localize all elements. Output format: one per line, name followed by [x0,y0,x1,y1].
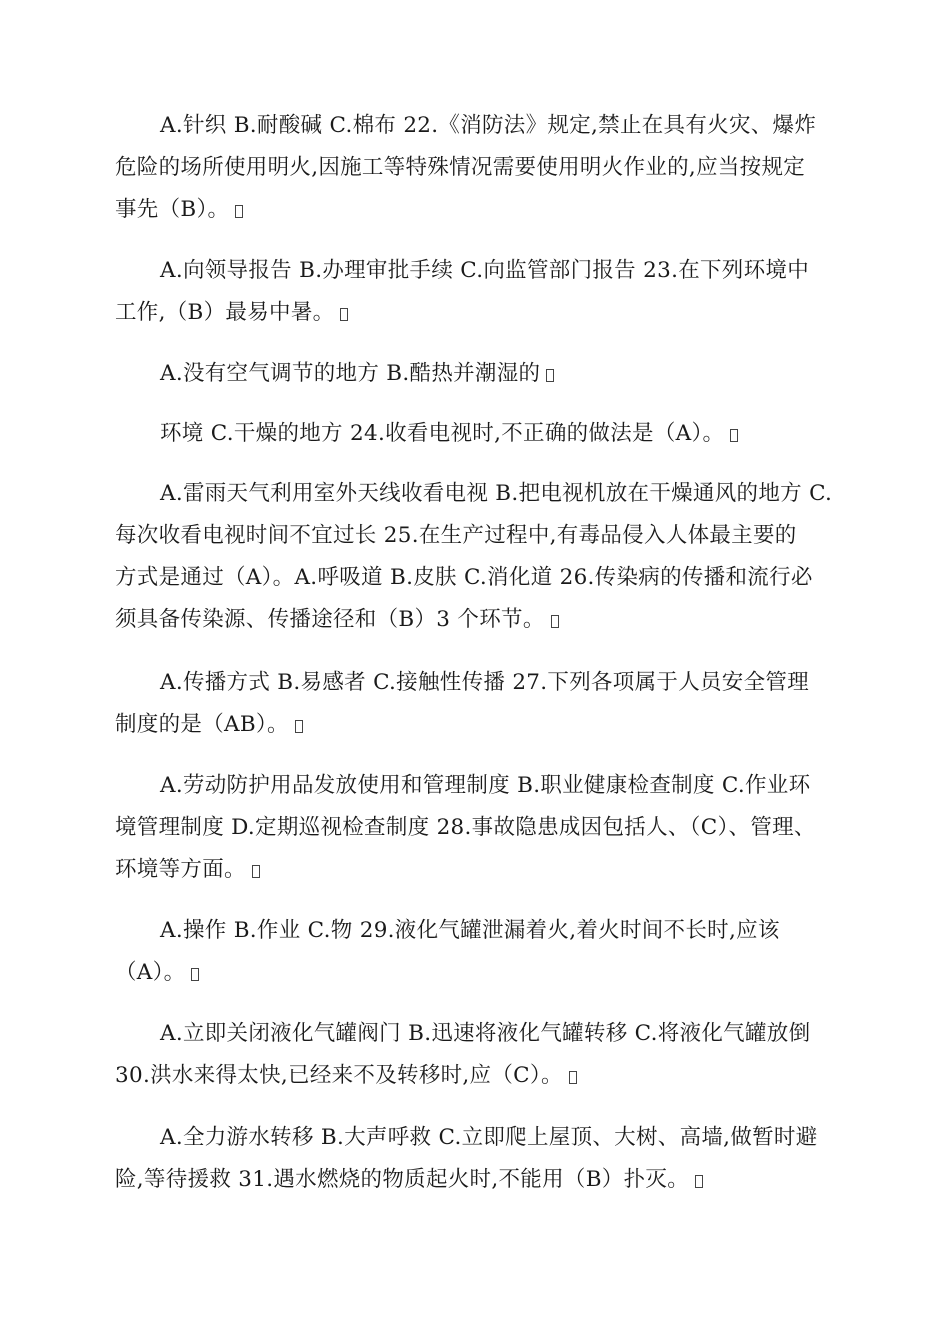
text-line: 险,等待援救 31.遇水燃烧的物质起火时,不能用（B）扑灭。 [115,1167,689,1192]
text-line: A.雷雨天气利用室外天线收看电视 B.把电视机放在干燥通风的地方 C. [160,481,833,506]
text-line: A.劳动防护用品发放使用和管理制度 B.职业健康检查制度 C.作业环 [160,773,811,798]
text-line: A.没有空气调节的地方 B.酷热并潮湿的 [160,361,541,386]
text-line: A.向领导报告 B.办理审批手续 C.向监管部门报告 23.在下列环境中 [160,258,810,283]
paragraph-mark-icon [191,968,199,981]
paragraph-mark-icon [569,1071,577,1084]
text-line: A.全力游水转移 B.大声呼救 C.立即爬上屋顶、大树、高墙,做暂时避 [160,1125,818,1150]
paragraph-mark-icon [252,865,260,878]
text-line: （A）。 [115,960,186,985]
paragraph-q22-options [115,105,855,231]
text-line: 环境 C.干燥的地方 24.收看电视时,不正确的做法是（A）。 [160,421,725,446]
text-line: 制度的是（AB）。 [115,712,289,737]
paragraph-mark-icon [730,429,738,442]
text-line: A.传播方式 B.易感者 C.接触性传播 27.下列各项属于人员安全管理 [160,670,810,695]
paragraph-mark-icon [295,720,303,733]
text-line: A.立即关闭液化气罐阀门 B.迅速将液化气罐转移 C.将液化气罐放倒 [160,1021,811,1046]
paragraph-q24 [115,413,855,455]
text-line: 工作,（B）最易中暑。 [115,300,335,325]
paragraph-mark-icon [695,1175,703,1188]
text-line: 事先（B）。 [115,197,230,222]
paragraph-q24-options [115,473,855,641]
paragraph-q26-options [115,662,855,746]
paragraph-q30-options [115,1117,855,1201]
text-line: A.针织 B.耐酸碱 C.棉布 22.《消防法》规定,禁止在具有火灾、爆炸 [160,113,817,138]
paragraph-mark-icon [546,369,554,382]
paragraph-q23-option-a [115,353,855,395]
text-line: 境管理制度 D.定期巡视检查制度 28.事故隐患成因包括人、（C）、管理、 [115,815,816,840]
paragraph-mark-icon [340,308,348,321]
text-line: 须具备传染源、传播途径和（B）3 个环节。 [115,607,545,632]
text-line: 方式是通过（A）。A.呼吸道 B.皮肤 C.消化道 26.传染病的传播和流行必 [115,565,813,590]
paragraph-q28-options [115,910,855,994]
text-line: A.操作 B.作业 C.物 29.液化气罐泄漏着火,着火时间不长时,应该 [160,918,780,943]
paragraph-mark-icon [551,615,559,628]
text-line: 每次收看电视时间不宜过长 25.在生产过程中,有毒品侵入人体最主要的 [115,523,797,548]
paragraph-q27-options [115,765,855,891]
text-line: 危险的场所使用明火,因施工等特殊情况需要使用明火作业的,应当按规定 [115,155,806,180]
paragraph-mark-icon [235,205,243,218]
paragraph-q29-options [115,1013,855,1097]
text-line: 环境等方面。 [115,857,246,882]
paragraph-q23-options [115,250,855,334]
text-line: 30.洪水来得太快,已经来不及转移时,应（C）。 [115,1063,563,1088]
